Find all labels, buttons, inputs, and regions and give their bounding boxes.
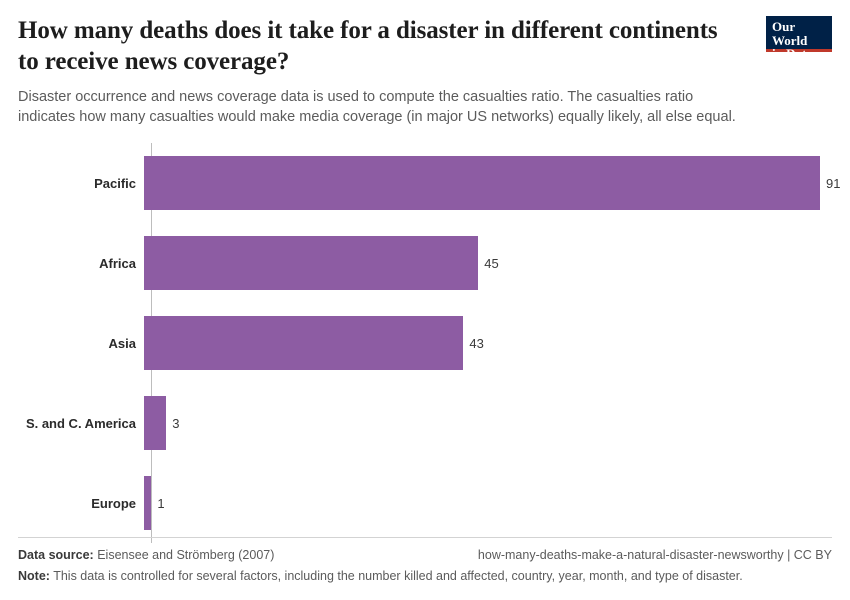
bar-category-label: Europe bbox=[91, 495, 136, 511]
bar[interactable] bbox=[144, 316, 463, 370]
logo-line-1: Our World bbox=[772, 19, 808, 48]
bar-value-label: 45 bbox=[484, 255, 499, 271]
bar-track bbox=[144, 143, 850, 223]
bar-track bbox=[144, 303, 850, 383]
bar[interactable] bbox=[144, 156, 820, 210]
bar[interactable] bbox=[144, 236, 478, 290]
bar-category-label: S. and C. America bbox=[25, 415, 136, 431]
data-source-label: Data source: bbox=[18, 548, 94, 563]
our-world-in-data-logo[interactable] bbox=[766, 16, 832, 62]
bar-row[interactable] bbox=[18, 383, 850, 463]
bar-row[interactable] bbox=[18, 463, 850, 543]
bar-chart bbox=[18, 143, 841, 545]
page-title: How many deaths does it take for a disaster in different continents to receive news coverage? bbox=[18, 17, 718, 75]
chart-url-license[interactable]: how-many-deaths-make-a-natural-disaster-newsworthy | CC BY bbox=[477, 548, 832, 563]
bar-series bbox=[18, 143, 850, 543]
bar-row[interactable] bbox=[18, 143, 850, 223]
bar-value-label: 3 bbox=[172, 415, 180, 431]
bar-track bbox=[144, 383, 850, 463]
chart-subtitle: Disaster occurrence and news coverage data is used to compute the casualties ratio. The casualties ratio indicates how many casualties would make media coverage (in major US networks) equally likely, all else equal. bbox=[18, 89, 736, 125]
bar[interactable] bbox=[144, 396, 166, 450]
bar-track bbox=[144, 463, 850, 543]
bar[interactable] bbox=[144, 476, 151, 530]
data-source-value: Eisensee and Strömberg (2007) bbox=[97, 548, 275, 563]
bar-track bbox=[144, 223, 850, 303]
bar-category-label: Pacific bbox=[94, 175, 136, 191]
logo-line-2: in Data bbox=[772, 46, 813, 62]
chart-note-label: Note: bbox=[18, 568, 50, 583]
bar-row[interactable] bbox=[18, 223, 850, 303]
bar-value-label: 91 bbox=[826, 175, 841, 191]
chart-footer bbox=[18, 537, 832, 586]
bar-category-label: Asia bbox=[108, 335, 136, 351]
data-source bbox=[18, 546, 274, 565]
bar-value-label: 1 bbox=[157, 495, 165, 511]
chart-note-value: This data is controlled for several factors, including the number killed and affected, country, year, month, and type of disaster. bbox=[53, 568, 743, 583]
bar-category-label: Africa bbox=[99, 255, 136, 271]
bar-row[interactable] bbox=[18, 303, 850, 383]
chart-note bbox=[18, 567, 832, 586]
chart-header bbox=[18, 16, 832, 127]
bar-value-label: 43 bbox=[469, 335, 484, 351]
